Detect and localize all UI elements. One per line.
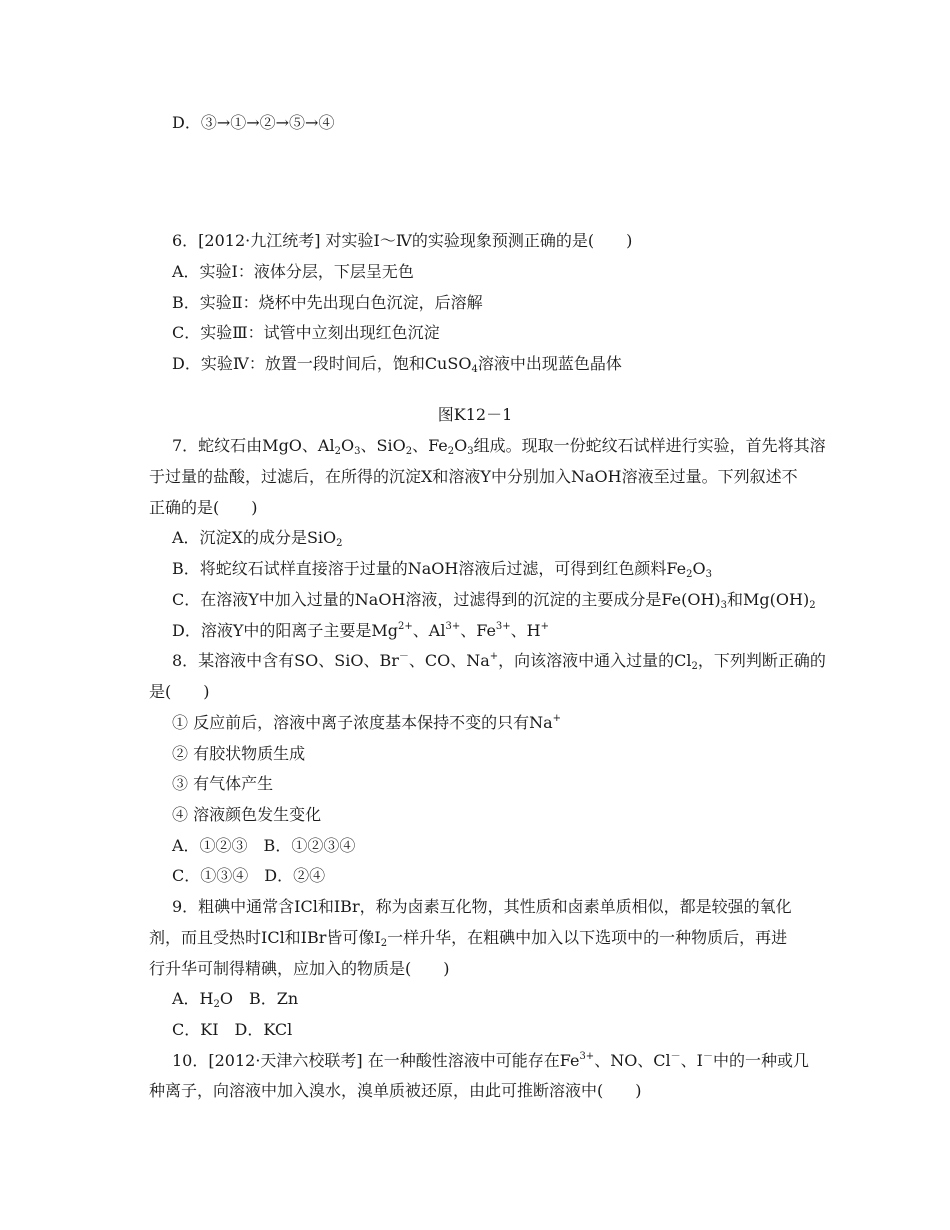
q6-option-c: C．实验Ⅲ：试管中立刻出现红色沉淀 bbox=[172, 323, 440, 342]
q8-item-4: ④ 溶液颜色发生变化 bbox=[172, 805, 322, 824]
q8-options-row-2: C．①③④ D．②④ bbox=[172, 866, 326, 885]
q7-option-c: C．在溶液Y中加入过量的NaOH溶液，过滤得到的沉淀的主要成分是$Fe(OH)_3$和$Mg(OH)_2$ bbox=[172, 590, 816, 611]
q6-option-b: B．实验Ⅱ：烧杯中先出现白色沉淀，后溶解 bbox=[172, 293, 483, 312]
q8-item-1: ① 反应前后，溶液中离子浓度基本保持不变的只有Na+ bbox=[172, 713, 562, 732]
q9-stem-line-2: 剂，而且受热时ICl和IBr皆可像$I_2$一样升华，在粗碘中加入以下选项中的一种物质后，再进 bbox=[149, 928, 788, 949]
q8-stem-line-2: 是( ) bbox=[149, 682, 210, 701]
q6-option-a: A．实验Ⅰ：液体分层，下层呈无色 bbox=[172, 262, 414, 281]
q7-option-d: D．溶液Y中的阳离子主要是$Mg^{2+}$、$Al^{3+}$、$Fe^{3+}$、H+ bbox=[172, 621, 550, 640]
q7-stem-line-2: 于过量的盐酸，过滤后，在所得的沉淀X和溶液Y中分别加入NaOH溶液至过量。下列叙述不 bbox=[149, 467, 798, 486]
q10-stem-line-1: 10．[2012·天津六校联考] 在一种酸性溶液中可能存在$Fe^{3+}$、NO、Cl－、I－中的一种或几 bbox=[172, 1051, 810, 1070]
q6-stem: 6．[2012·九江统考] 对实验Ⅰ～Ⅳ的实验现象预测正确的是( ) bbox=[172, 231, 633, 250]
q9-stem-line-3: 行升华可制得精碘，应加入的物质是( ) bbox=[149, 959, 450, 978]
q5-option-d: D．③→①→②→⑤→④ bbox=[172, 113, 335, 132]
figure-caption: 图K12－1 bbox=[437, 405, 513, 424]
q8-stem-line-1: 8．某溶液中含有SO、SiO、Br－、CO、Na+，向该溶液中通入过量的$Cl_2$，下列判断正确的 bbox=[172, 651, 826, 672]
q8-options-row-1: A．①②③ B．①②③④ bbox=[172, 836, 356, 855]
q10-stem-line-2: 种离子，向溶液中加入溴水，溴单质被还原，由此可推断溶液中( ) bbox=[149, 1081, 642, 1100]
q9-options-row-1: A．$H_2O$ B．Zn bbox=[172, 989, 299, 1010]
q8-item-2: ② 有胶状物质生成 bbox=[172, 744, 306, 763]
q9-options-row-2: C．KI D．KCl bbox=[172, 1020, 293, 1039]
q7-option-a: A．沉淀X的成分是SiO$_2$ bbox=[172, 528, 343, 549]
q7-stem-line-3: 正确的是( ) bbox=[149, 498, 258, 517]
q8-item-3: ③ 有气体产生 bbox=[172, 774, 274, 793]
q7-option-b: B．将蛇纹石试样直接溶于过量的NaOH溶液后过滤，可得到红色颜料$Fe_2O_3$ bbox=[172, 559, 712, 580]
q7-stem-line-1: 7．蛇纹石由MgO、$Al_2O_3$、SiO$_2$、$Fe_2O_3$组成。现取一份蛇纹石试样进行实验，首先将其溶 bbox=[172, 436, 826, 457]
q9-stem-line-1: 9．粗碘中通常含ICl和IBr，称为卤素互化物，其性质和卤素单质相似，都是较强的氧化 bbox=[172, 897, 792, 916]
q6-option-d: D．实验Ⅳ：放置一段时间后，饱和CuSO$_4$溶液中出现蓝色晶体 bbox=[172, 354, 622, 375]
